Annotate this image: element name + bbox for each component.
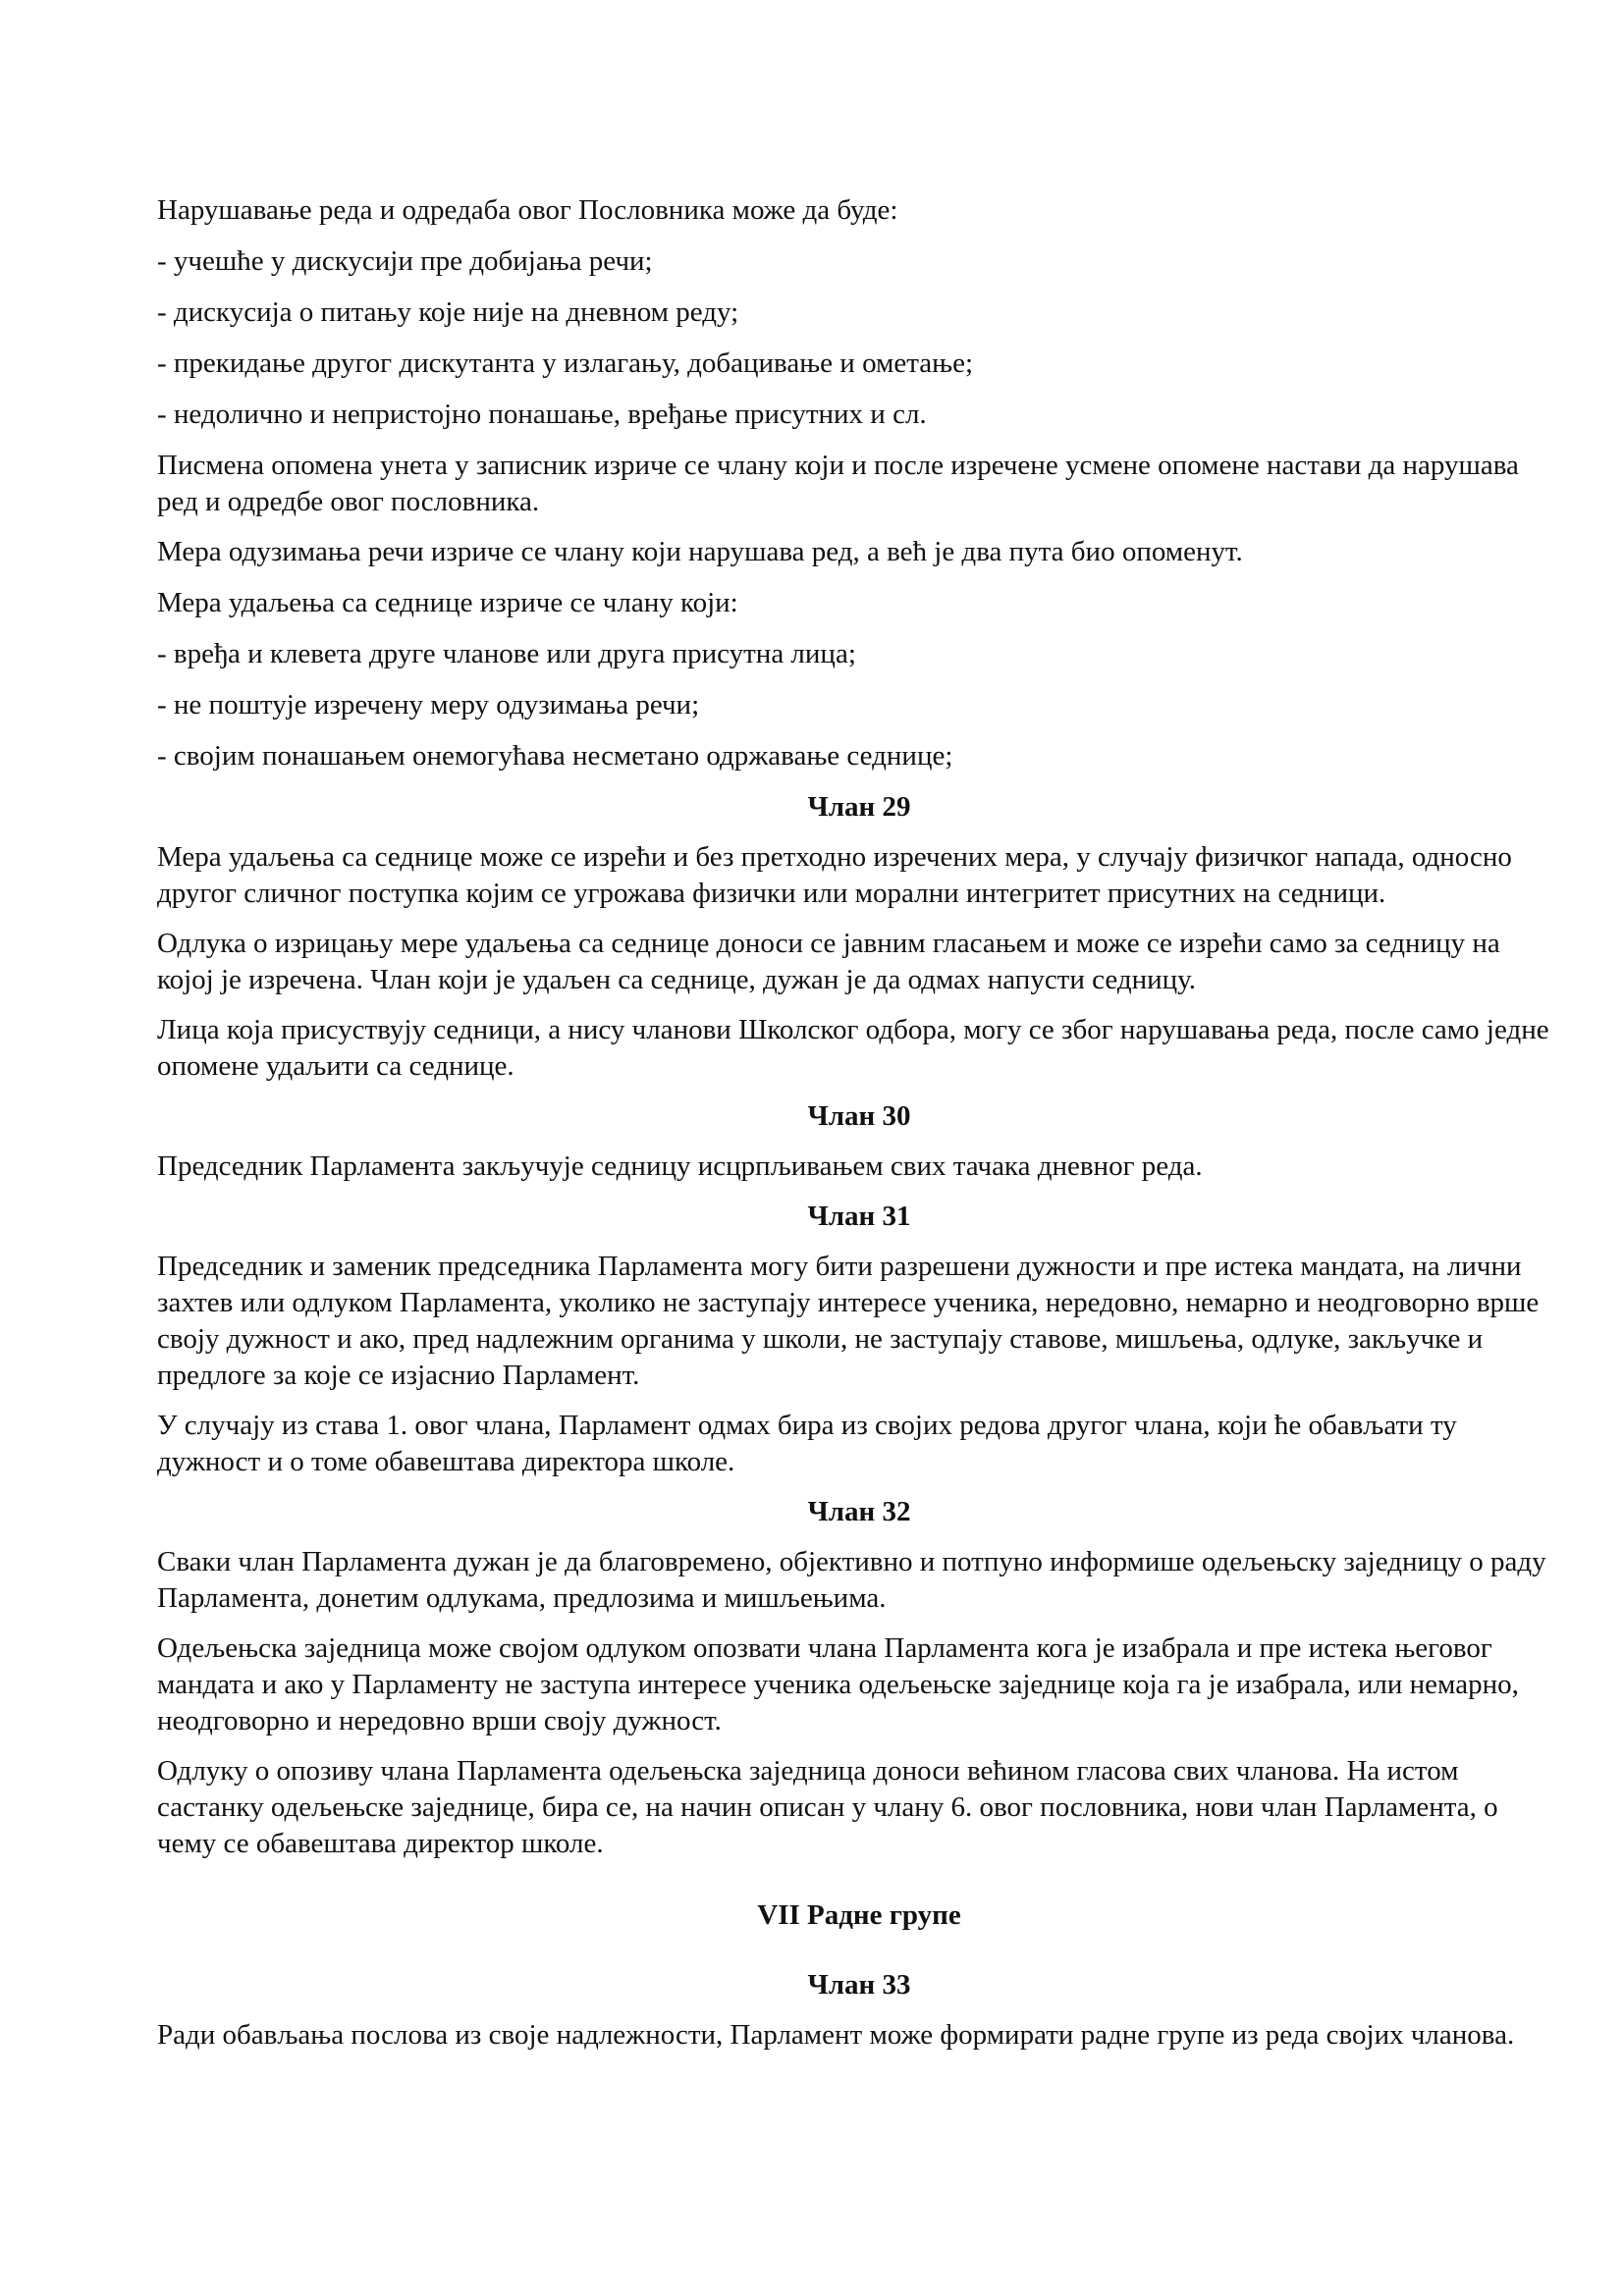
paragraph: Одлуку о опозиву члана Парламента одељењска заједница доноси већином гласова свих чланова. На истом састанку одељењске заједнице, бира се, на начин описан у члану 6. овог пословника, нови члан Парламента, о чему се обавештава директор школе. <box>157 1755 1498 1859</box>
list-item: - не поштује изречену меру одузимања речи; <box>157 689 700 721</box>
article-heading: Члан 29 <box>807 791 911 823</box>
paragraph: Председник и заменик председника Парламента могу бити разрешени дужности и пре истека мандата, на лични захтев или одлуком Парламента, уколико не заступају интересе ученика, нередовно, немарно и неодговорно врше своју дужност и ако, пред надлежним органима у школи, не заступају ставове, мишљења, одлуке, закључке и предлоге за које се изјаснио Парламент. <box>157 1251 1540 1391</box>
list-item: - својим понашањем онемогућава несметано одржавање седнице; <box>157 740 953 772</box>
paragraph: Одлука о изрицању мере удаљења са седнице доноси се јавним гласањем и може се изрећи само за седницу на којој је изречена. Члан који је удаљен са седнице, дужан је да одмах напусти седницу. <box>157 928 1500 995</box>
paragraph: Председник Парламента закључује седницу исцрпљивањем свих тачака дневног реда. <box>157 1150 1203 1182</box>
section-heading: VII Радне групе <box>757 1899 961 1931</box>
article-heading: Члан 31 <box>807 1201 911 1232</box>
list-item: Мера одузимања речи изриче се члану који нарушава ред, а већ је два пута био опоменут. <box>157 536 1243 567</box>
paragraph: Лица која присуствују седници, а нису чланови Школског одбора, могу се због нарушавања реда, после само једне опомене удаљити са седнице. <box>157 1014 1549 1082</box>
paragraph: Писмена опомена унета у записник изриче се члану који и после изречене усмене опомене настави да нарушава ред и одредбе овог пословника. <box>157 450 1519 517</box>
article-heading: Члан 30 <box>807 1100 911 1132</box>
list-item: - недолично и непристојно понашање, вређање присутних и сл. <box>157 399 927 430</box>
list-item: - учешће у дискусији пре добијања речи; <box>157 245 653 277</box>
document-page <box>157 192 1561 2067</box>
paragraph: Сваки члан Парламента дужан је да благовремено, објективно и потпуно информише одељењску заједницу о раду Парламента, донетим одлукама, предлозима и мишљењима. <box>157 1546 1546 1614</box>
article-heading: Члан 33 <box>807 1969 911 2001</box>
list-item: Мера удаљења са седнице изриче се члану који: <box>157 587 738 618</box>
paragraph: Мера удаљења са седнице може се изрећи и без претходно изречених мера, у случају физичког напада, односно другог сличног поступка којим се угрожава физички или морални интегритет присутних на седници. <box>157 841 1512 909</box>
list-item: - вређа и клевета друге чланове или друга присутна лица; <box>157 638 856 669</box>
list-item: Нарушавање реда и одредаба овог Пословника може да буде: <box>157 194 898 226</box>
list-item: - дискусија о питању које није на дневном реду; <box>157 296 739 328</box>
list-item: - прекидање другог дискутанта у излагању, добацивање и ометање; <box>157 347 974 379</box>
paragraph: У случају из става 1. овог члана, Парламент одмах бира из својих редова другог члана, који ће обављати ту дужност и о томе обавештава директора школе. <box>157 1410 1457 1477</box>
paragraph: Ради обављања послова из своје надлежности, Парламент може формирати радне групе из реда својих чланова. <box>157 2019 1515 2051</box>
article-heading: Члан 32 <box>807 1496 911 1527</box>
paragraph: Одељењска заједница може својом одлуком опозвати члана Парламента кога је изабрала и пре истека његовог мандата и ако у Парламенту не заступа интересе ученика одељењске заједнице која га је изабрала, или немарно, неодговорно и нередовно врши своју дужност. <box>157 1632 1519 1736</box>
